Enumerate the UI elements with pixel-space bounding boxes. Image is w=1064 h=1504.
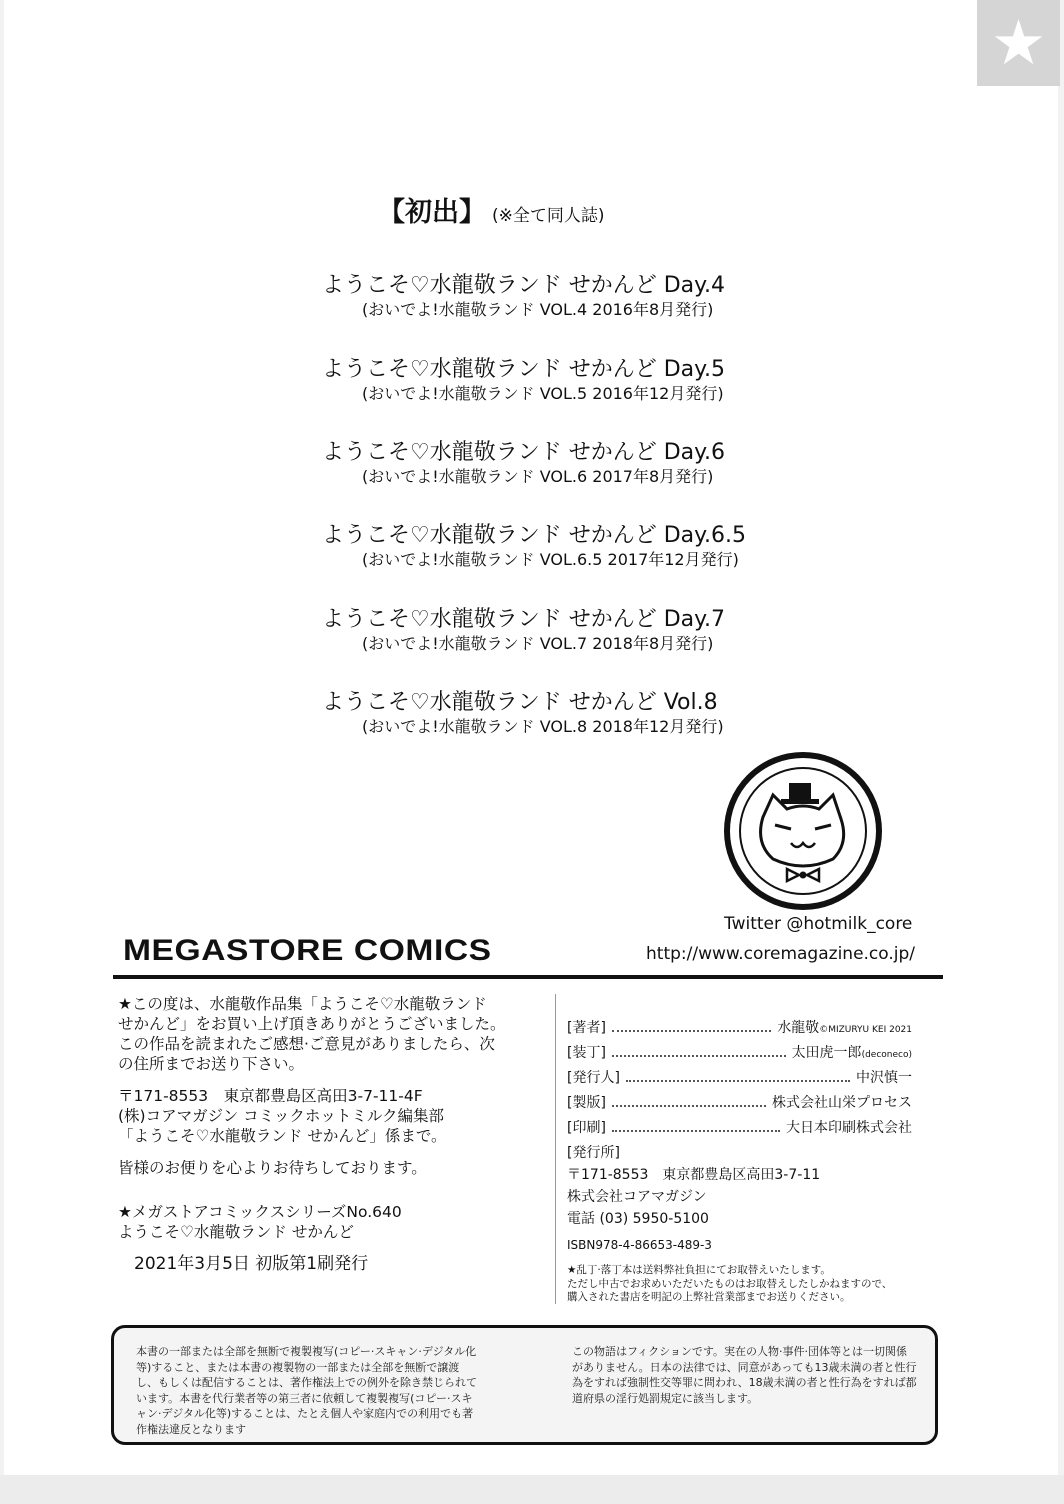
- credit-value: 太田虎一郎: [791, 1045, 862, 1061]
- credit-value: 大日本印刷株式会社: [786, 1120, 912, 1136]
- publisher-label: [発行所]: [567, 1145, 620, 1161]
- story-entry: [322, 356, 725, 404]
- story-title: ようこそ♡水龍敬ランド せかんど Day.7: [322, 607, 726, 632]
- credit-value: 中沢慎一: [856, 1070, 912, 1086]
- story-source: (おいでよ!水龍敬ランド VOL.7 2018年8月発行): [362, 634, 714, 653]
- closing-line: 皆様のお便りを心よりお待ちしております。: [118, 1159, 427, 1177]
- bookmark-tab[interactable]: [977, 0, 1060, 86]
- story-title: ようこそ♡水龍敬ランド せかんど Day.6.5: [322, 523, 746, 548]
- first-publication-heading: [378, 190, 605, 229]
- credit-row: [567, 1017, 912, 1042]
- story-title: ようこそ♡水龍敬ランド せかんど Day.5: [322, 357, 726, 382]
- story-source: (おいでよ!水龍敬ランド VOL.5 2016年12月発行): [362, 384, 724, 403]
- fiction-disclaimer: この物語はフィクションです。実在の人物·事件·団体等とは一切関係がありません。日本の法律では、同意があっても13歳未満の者と性行為をすれば強制性交等罪に問われ、18歳未満の者と性行為をすれば都道府県の淫行処罰規定に該当します。: [572, 1345, 917, 1405]
- letter-line: この作品を読まれたご感想·ご意見がありましたら、次: [118, 1035, 495, 1053]
- address-line: 「ようこそ♡水龍敬ランド せかんど」係まで。: [118, 1127, 447, 1145]
- publisher-phone: 電話 (03) 5950-5100: [567, 1211, 709, 1227]
- story-entry: [322, 439, 725, 487]
- first-publication-title: 【初出】: [378, 197, 486, 228]
- credit-label: [著者]: [567, 1020, 606, 1036]
- credit-value: 水龍敬: [777, 1020, 820, 1036]
- cat-logo-icon: [724, 752, 882, 910]
- credit-row: [567, 1042, 912, 1067]
- brand-logo: MEGASTORE COMICS: [123, 934, 492, 967]
- credit-note: ©MIZURYU KEI 2021: [819, 1025, 912, 1035]
- story-title: ようこそ♡水龍敬ランド せかんど Day.6: [322, 440, 726, 465]
- publication-date: 2021年3月5日 初版第1刷発行: [134, 1254, 369, 1274]
- defect-notice: [567, 1264, 912, 1305]
- credit-value: 株式会社山栄プロセス: [772, 1095, 912, 1111]
- story-source: (おいでよ!水龍敬ランド VOL.6.5 2017年12月発行): [362, 550, 739, 569]
- credit-row: [567, 1092, 912, 1117]
- story-entry: [322, 272, 725, 320]
- credit-row: [567, 1117, 912, 1142]
- letter-line: せかんど」をお買い上げ頂きありがとうございました。: [118, 1015, 506, 1033]
- divider: [113, 975, 943, 979]
- story-entry: [322, 689, 724, 737]
- story-source: (おいでよ!水龍敬ランド VOL.8 2018年12月発行): [362, 717, 724, 736]
- credit-label: [装丁]: [567, 1045, 606, 1061]
- credit-label: [発行人]: [567, 1070, 620, 1086]
- reader-letter-section: [118, 994, 538, 1274]
- story-entry: [322, 606, 725, 654]
- legal-warning-box: [111, 1325, 938, 1445]
- credits-section: [567, 1017, 912, 1305]
- copyright-warning: 本書の一部または全部を無断で複製複写(コピー·スキャン·デジタル化等)すること、または本書の複製物の一部または全部を無断で譲渡し、もしくは配信することは、著作権法上での例外を除き禁じられています。本書を代行業者等の第三者に依頼して複製複写(コピー·スキャン·デジタル化等)することは、たとえ個人や家庭内での利用でも著作権法違反となります: [136, 1345, 477, 1436]
- credit-row: [567, 1067, 912, 1092]
- series-number: ★メガストアコミックスシリーズNo.640: [118, 1203, 402, 1221]
- letter-line: の住所までお送り下さい。: [118, 1055, 305, 1073]
- story-entry: [322, 522, 746, 570]
- story-title: ようこそ♡水龍敬ランド せかんど Day.4: [322, 273, 726, 298]
- story-source: (おいでよ!水龍敬ランド VOL.4 2016年8月発行): [362, 300, 714, 319]
- twitter-handle[interactable]: Twitter @hotmilk_core: [724, 914, 913, 934]
- page-margin: [0, 1475, 1064, 1504]
- address-line: (株)コアマガジン コミックホットミルク編集部: [118, 1107, 445, 1125]
- notice-line: ★乱丁·落丁本は送料弊社負担にてお取替えいたします。: [567, 1264, 831, 1276]
- isbn: ISBN978-4-86653-489-3: [567, 1238, 712, 1252]
- story-title: ようこそ♡水龍敬ランド せかんど Vol.8: [322, 690, 718, 715]
- notice-line: 購入された書店を明記の上弊社営業部までお送りください。: [567, 1291, 851, 1303]
- credit-label: [製版]: [567, 1095, 606, 1111]
- credit-label: [印刷]: [567, 1120, 606, 1136]
- first-publication-note: (※全て同人誌): [492, 206, 605, 226]
- address-line: 〒171-8553 東京都豊島区高田3-7-11-4F: [118, 1087, 423, 1105]
- letter-line: ★この度は、水龍敬作品集「ようこそ♡水龍敬ランド: [118, 995, 487, 1013]
- publisher-address: 〒171-8553 東京都豊島区高田3-7-11: [567, 1167, 821, 1183]
- notice-line: ただし中古でお求めいただいたものはお取替えしたしかねますので、: [567, 1277, 893, 1290]
- website-link[interactable]: http://www.coremagazine.co.jp/: [646, 944, 916, 964]
- series-title: ようこそ♡水龍敬ランド せかんど: [118, 1223, 354, 1241]
- publisher-company: 株式会社コアマガジン: [567, 1189, 707, 1205]
- publisher-block: [567, 1142, 912, 1256]
- column-divider: [555, 994, 556, 1304]
- story-source: (おいでよ!水龍敬ランド VOL.6 2017年8月発行): [362, 467, 714, 486]
- credit-note: (deconeco): [861, 1050, 912, 1060]
- star-icon: ★: [990, 6, 1047, 79]
